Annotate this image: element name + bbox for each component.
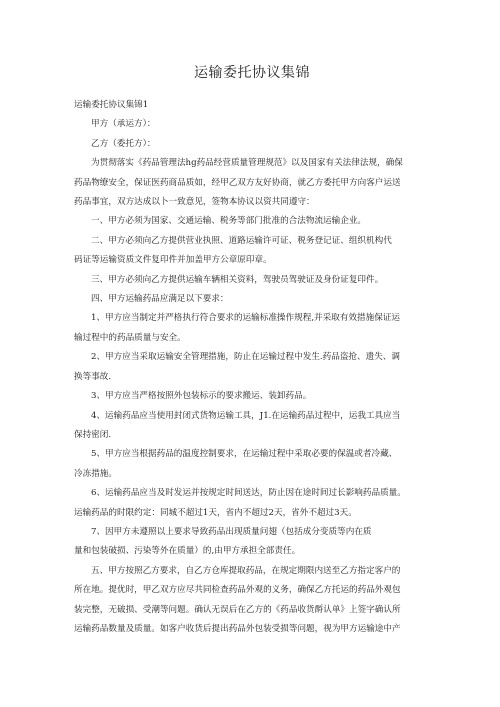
text-line: 冷冻措施。 [74,468,117,479]
text-line: 药品物缭安全，保证医药商品质如，经甲乙双方友好协商，就乙方委托甲方向客户运送 [74,177,401,188]
text-line: 五、甲方按照乙方要求，自乙方仓库提取药品，在规定期限内送至乙方指定客户的 [91,565,401,576]
text-line: 二、甲方必须向乙方提供营业执照、道路运输许可证、税务登记证、组织机构代 [91,235,392,246]
text-line: 所在地。提优时，甲乙双方应尽共同检查药品外观的义务，确保乙方托运的药品外观包 [74,585,401,596]
text-line: 2、甲方应当采取运输安全管理措施，防止在运输过程中发生.药品盗抢、遗失、调 [91,352,400,363]
text-line: 量和包装破损、污染等外在质量）的,由甲方承担全部责任。 [74,546,301,557]
text-line: 运输药品数量及质量。如客户收货后提出药品外包装受损等问题，视为甲方运输途中产 [74,623,401,634]
text-line: 甲方（承运方）： [91,119,156,130]
text-line: 输过程中的药品质量与安全。 [74,332,186,343]
text-line: 乙方（委托方）： [91,138,156,149]
document-title: 运输委托协议集锦 [194,65,310,81]
text-line: 1、甲方应当制定并严格执行符合要求的运输标准操作规程,并采取有效措施保证运 [91,313,400,324]
text-line: 装完整，无破损、受潮等问题。确认无误后在乙方的《药品收货酹认单》上签字确认所 [74,604,401,615]
text-line: 5、甲方应当根据药品的温度控制要求，在运输过程中采取必要的保温或者冷藏、 [91,449,398,460]
text-line: 7、因甲方未遵照以上要求导致药品出现质量问翅（包括成分变质等内在质 [91,526,372,537]
text-line: 为贯彻落实《药品管理法hg药品经营质量管理规范》以及国家有关法律法规，确保 [91,158,403,169]
text-line: 3、甲方应当严格按照外包装标示的要求搬运、装卸药品。 [91,391,312,402]
text-line: 换等事故. [74,371,112,382]
text-line: 6、运输药品应当及时发运并按规定时间送达，防止因在途时间过长影响药品质量。 [91,488,406,499]
text-line: 一、甲方必须为国家、交通运输、税务等部门批准的合法物流运输企业。 [91,216,367,227]
text-line: 四、甲方运输药品应满足以下要求： [91,294,229,305]
text-line: 运输委托协议集锦1 [74,100,149,110]
document-body [74,96,430,639]
text-line: 4、运输药品应当使用封闭式货物运输工具，J1.在运输药品过程中，运我工具应当 [91,410,401,421]
text-line: 三、甲方必须向乙方提供运输车辆相关资料，驾驶员驾驶证及身份证复印件。 [91,274,384,285]
text-line: 药品事宜，双方达成以卜一致意见，签物本协议以资共同遵守： [74,197,315,208]
text-line: 运输药品的时限约定：同城不超过1天，省内不超过2天，省外不超过3天。 [74,507,357,518]
text-line: 码证等运输资质文件复印件并加盖甲方公章原印章。 [74,255,272,266]
text-line: 保持密闭. [74,429,112,440]
